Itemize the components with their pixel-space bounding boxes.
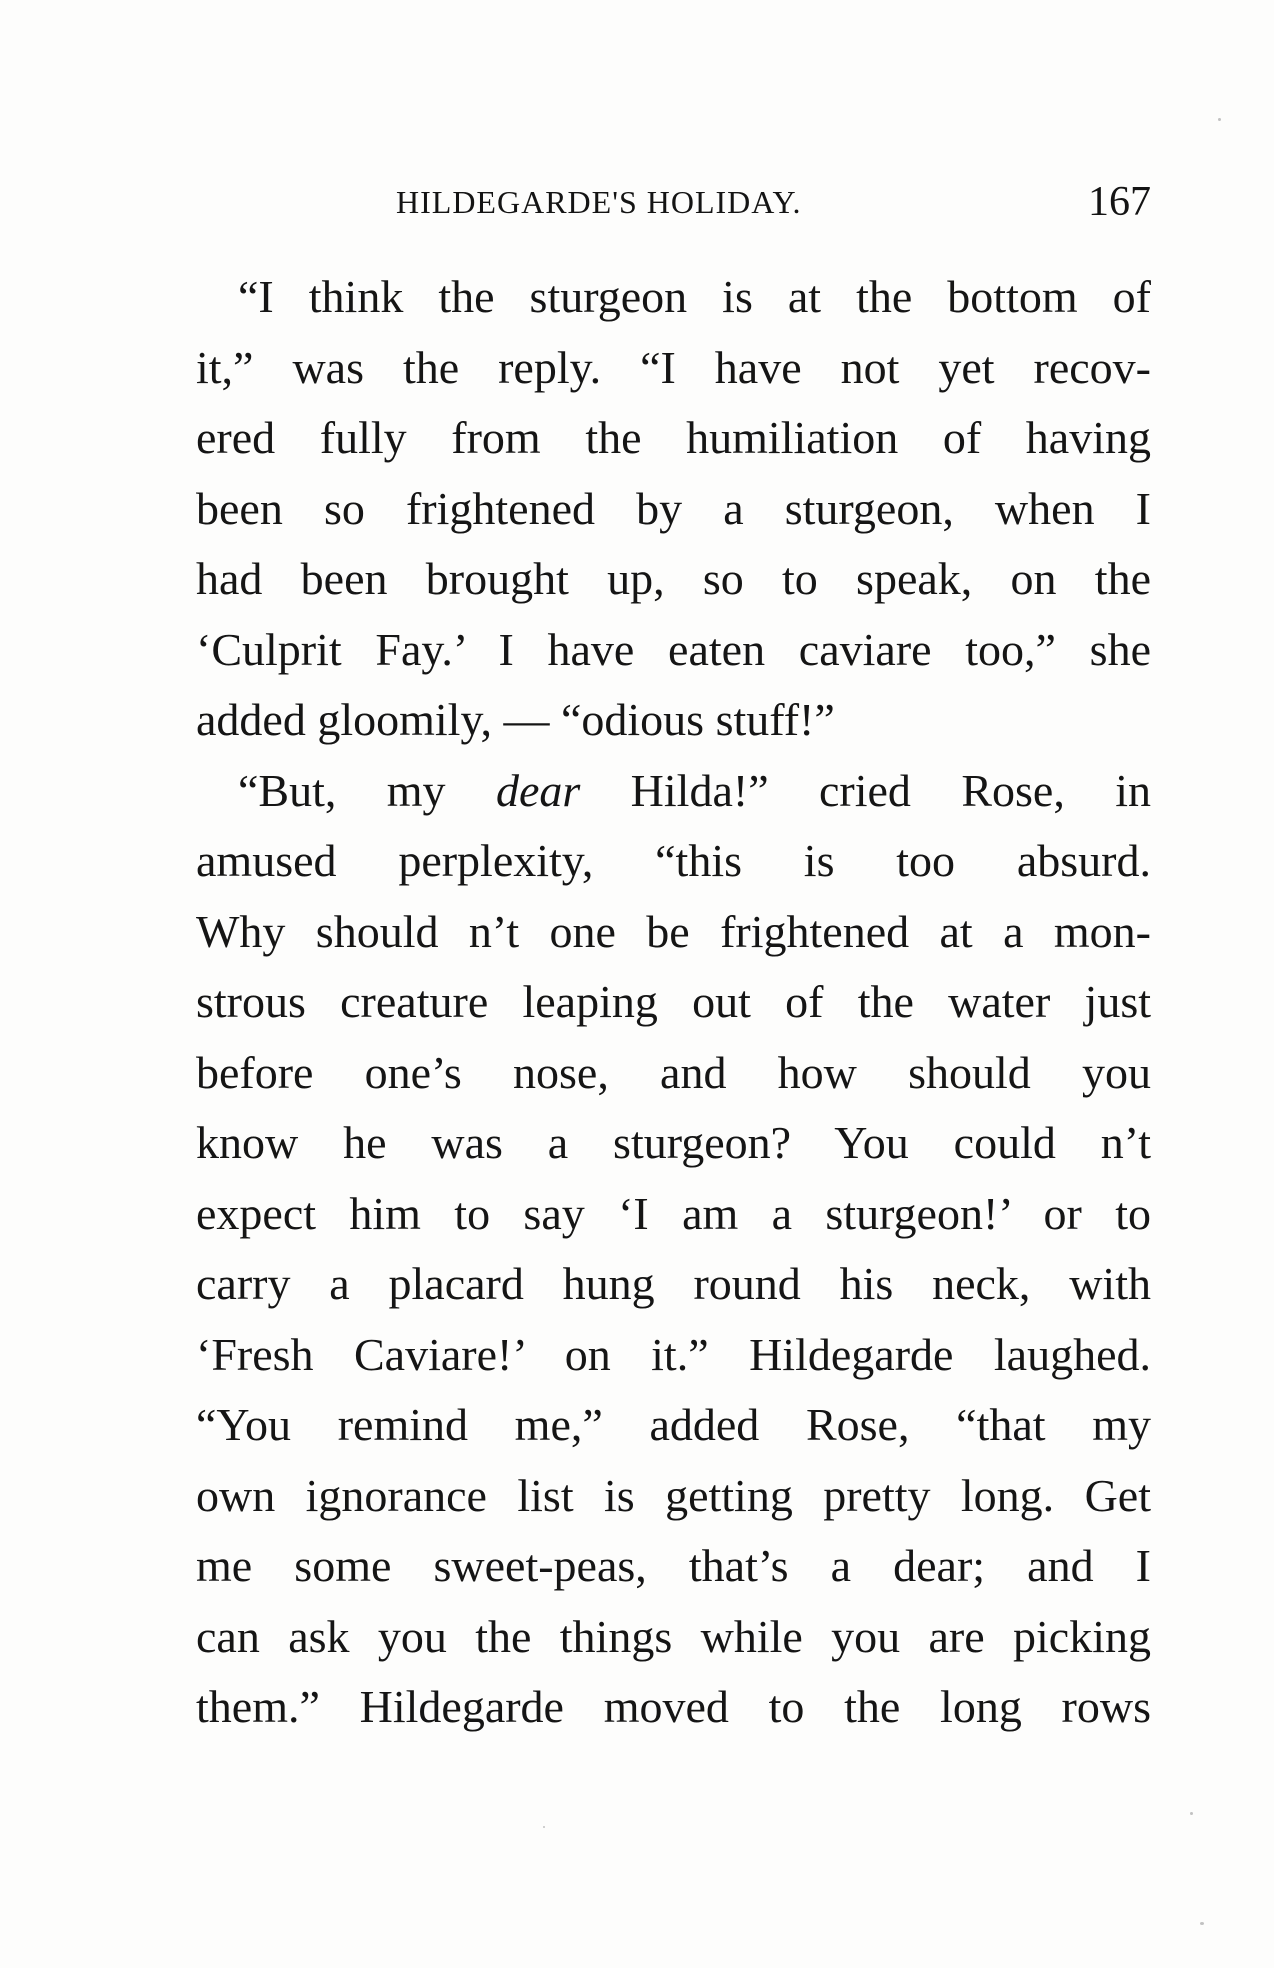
paper-speck bbox=[543, 1826, 545, 1828]
italic-word: dear bbox=[495, 764, 581, 816]
running-header bbox=[396, 178, 1151, 228]
page-number: 167 bbox=[1088, 179, 1151, 225]
text-line: been so frightened by a sturgeon, when I bbox=[196, 482, 1151, 534]
paper-speck bbox=[1218, 118, 1221, 121]
paper-speck bbox=[1200, 1922, 1204, 1925]
text-line: ‘Culprit Fay.’ I have eaten caviare too,” she bbox=[196, 623, 1151, 675]
text-line: Why should n’t one be frightened at a mon- bbox=[196, 905, 1151, 957]
text-segment: Hilda!” cried Rose, in bbox=[580, 764, 1151, 816]
text-line-paragraph-start bbox=[196, 756, 1151, 827]
running-title: HILDEGARDE'S HOLIDAY. bbox=[396, 184, 802, 220]
text-line: before one’s nose, and how should you bbox=[196, 1046, 1151, 1098]
text-line: it,” was the reply. “I have not yet recov- bbox=[196, 341, 1151, 393]
text-line: had been brought up, so to speak, on the bbox=[196, 553, 1151, 604]
text-line: added gloomily, — “odious stuff!” bbox=[196, 694, 835, 745]
text-line: can ask you the things while you are picking bbox=[196, 1610, 1151, 1662]
text-line: expect him to say ‘I am a sturgeon!’ or to bbox=[196, 1187, 1151, 1239]
text-line: “You remind me,” added Rose, “that my bbox=[196, 1399, 1151, 1450]
text-line: carry a placard hung round his neck, with bbox=[196, 1258, 1151, 1309]
text-line: know he was a sturgeon? You could n’t bbox=[196, 1117, 1151, 1168]
text-line: them.” Hildegarde moved to the long rows bbox=[196, 1681, 1151, 1732]
text-line: amused perplexity, “this is too absurd. bbox=[196, 835, 1151, 886]
paper-speck bbox=[1190, 1812, 1193, 1815]
text-line: ered fully from the humiliation of having bbox=[196, 412, 1151, 463]
text-line: ‘Fresh Caviare!’ on it.” Hildegarde laughed. bbox=[196, 1328, 1151, 1380]
body-text bbox=[196, 262, 1151, 1743]
text-segment: “But, my bbox=[238, 764, 496, 816]
text-line: strous creature leaping out of the water just bbox=[196, 976, 1151, 1027]
text-line: me some sweet-peas, that’s a dear; and I bbox=[196, 1540, 1151, 1591]
text-line: own ignorance list is getting pretty long. Get bbox=[196, 1469, 1151, 1521]
text-line: “I think the sturgeon is at the bottom of bbox=[238, 271, 1151, 322]
